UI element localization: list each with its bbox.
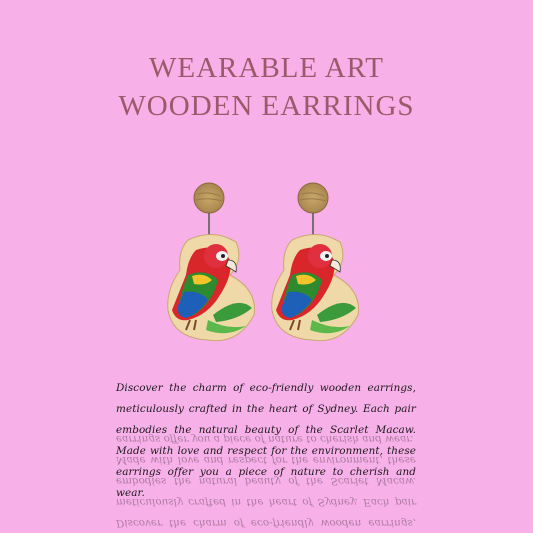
product-description: Discover the charm of eco-friendly wooden earrings, meticulously crafted in the heart of Sydney. Each pair embodies the natural beauty of the Scarlet Macaw. Made with love and respect for the environment, these earrings offer you a piece of nature to cherish and wear.	[116, 382, 416, 499]
left-macaw-earring-image	[158, 180, 268, 350]
description-reflection: Discover the charm of eco-friendly wooden earrings, meticulously crafted in the heart of Sydney. Each pair embodies the natural beauty of the Scarlet Macaw. Made with love and respect for the environment, these earrings offer you a piece of nature to cherish and wear.	[116, 433, 416, 529]
heading-line-1: WEARABLE ART	[149, 52, 384, 84]
right-macaw-earring-image	[262, 180, 372, 350]
heading-line-2: WOODEN EARRINGS	[118, 90, 415, 122]
